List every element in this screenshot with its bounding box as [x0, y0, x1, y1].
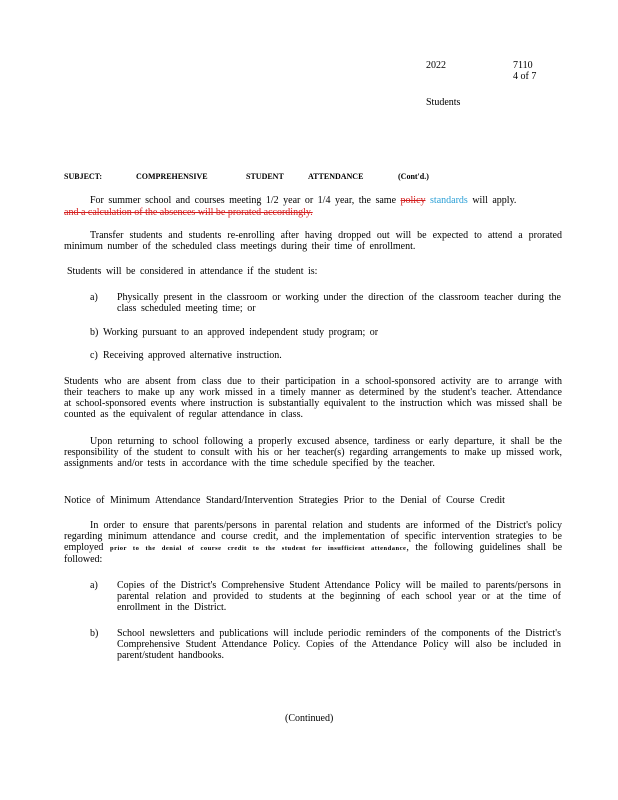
in-order-paragraph [64, 520, 562, 565]
guideline-marker-a: a) [90, 580, 98, 591]
condition-marker-c: c) [90, 350, 98, 361]
inserted-standards: standards [430, 195, 468, 206]
condition-a: Physically present in the classroom or working under the direction of the classroom teacher during the class scheduled meeting time; or [117, 292, 561, 314]
returning-paragraph: Upon returning to school following a properly excused absence, tardiness or early departure, it shall be the responsibility of the student to consult with his or her teacher(s) regarding arrangements to make up missed work, assignments and/or tests in accordance with the time schedule specified by the teacher. [64, 436, 562, 469]
page-number: 4 of 7 [513, 71, 537, 82]
summer-text-end: will apply. [472, 195, 517, 206]
condition-marker-a: a) [90, 292, 98, 303]
section-title: Students [426, 97, 461, 108]
guideline-marker-b: b) [90, 628, 99, 639]
guideline-a: Copies of the District's Comprehensive Student Attendance Policy will be mailed to parents/persons in parental relation and provided to students at the beginning of each school year or at the time of enrollment in the District. [117, 580, 561, 613]
continued-footer: (Continued) [285, 713, 334, 724]
guideline-b: School newsletters and publications will include periodic reminders of the components of the District's Comprehensive Student Attendance Policy. Copies of the Attendance Policy will also be included in parent/student handbooks. [117, 628, 561, 661]
notice-heading: Notice of Minimum Attendance Standard/Intervention Strategies Prior to the Denial of Course Credit [64, 495, 505, 506]
summer-text: For summer school and courses meeting 1/2 year or 1/4 year, the same [90, 195, 397, 206]
subject-contd: (Cont'd.) [398, 172, 429, 181]
subject-word-2: STUDENT [246, 172, 284, 181]
subject-word-1: COMPREHENSIVE [136, 172, 208, 181]
considered-paragraph: Students will be considered in attendance if the student is: [67, 266, 318, 277]
condition-marker-b: b) [90, 327, 99, 338]
deleted-calculation-line: and a calculation of the absences will be prorated accordingly. [64, 207, 313, 218]
in-order-text: In order to ensure that parents/persons in parental relation and students are informed of the District's policy regarding minimum attendance and course credit, and the implementation of specific intervention strategies to be employed [64, 520, 562, 553]
summer-school-paragraph [64, 195, 562, 206]
transfer-paragraph: Transfer students and students re-enrolling after having dropped out will be expected to attend a prorated minimum number of the scheduled class meetings during their time of enrollment. [64, 230, 562, 252]
school-sponsored-paragraph: Students who are absent from class due to their participation in a school-sponsored activity are to arrange with their teachers to make up any work missed in a timely manner as determined by the student's teacher. Attendance at school-sponsored events where instruction is substantially equivalent to the instruction which was missed shall be counted as the equivalent of regular attendance in class. [64, 376, 562, 420]
in-order-tail: , the following guidelines shall be followed: [64, 542, 563, 565]
deleted-policy: policy [400, 195, 426, 206]
condition-c: Receiving approved alternative instruction. [103, 350, 282, 361]
policy-number: 7110 [513, 60, 533, 71]
in-order-small-text: prior to the denial of course credit to the student for insufficient attendance [109, 545, 407, 552]
subject-word-3: ATTENDANCE [308, 172, 364, 181]
policy-year: 2022 [426, 60, 446, 71]
condition-b: Working pursuant to an approved independent study program; or [103, 327, 379, 338]
subject-label: SUBJECT: [64, 172, 103, 181]
